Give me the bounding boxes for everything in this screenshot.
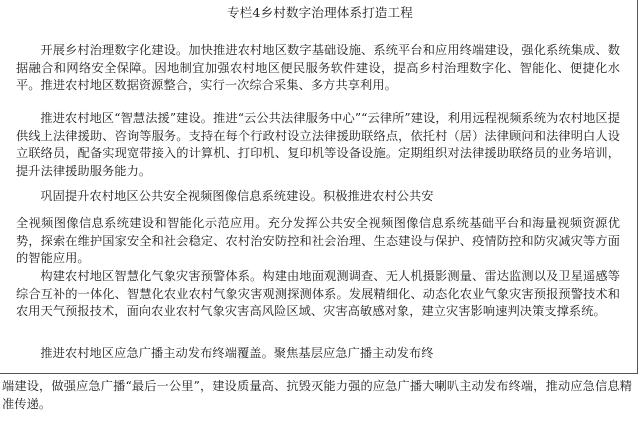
paragraph-emergency-broadcast-body: 端建设，做强应急广播“最后一公里”，建设质量高、抗毁灭能力强的应急广播大喇叭主动发布终端，推动应急信息精准传递。 — [2, 379, 632, 411]
paragraph-weather-warning: 构建农村地区智慧化气象灾害预警体系。构建由地面观测调查、无人机摄影测量、雷达监测以及卫星遥感等综合互补的一体化、智慧化农业农村气象灾害观测探测体系。发展精细化、动态化农业气象灾害预报预警技术和农用天气预报技术，面向农业农村气象灾害高风险区域、灾害高敏感对象，建立灾害影响速判决策支撑系统。 — [16, 269, 620, 318]
paragraph-emergency-broadcast-heading: 推进农村地区应急广播主动发布终端覆盖。聚焦基层应急广播主动发布终 — [40, 346, 434, 360]
paragraph-digital-governance: 开展乡村治理数字化建设。加快推进农村地区数字基础设施、系统平台和应用终端建设，强化系统集成、数据融合和网络安全保障。因地制宜加强农村地区便民服务软件建设，提高乡村治理数字化、智能化、便捷化水平。推进农村地区数据资源整合，实行一次综合采集、多方共享利用。 — [16, 43, 620, 92]
paragraph-video-security-heading: 巩固提升农村地区公共安全视频图像信息系统建设。积极推进农村公共安 — [40, 189, 434, 203]
column-title: 专栏4乡村数字治理体系打造工程 — [227, 5, 413, 20]
paragraph-smart-legal-aid: 推进农村地区“智慧法援”建设。推进“云公共法律服务中心”“云律所”建设，利用远程视频系统为农村地区提供线上法律援助、咨询等服务。支持在每个行政村设立法律援助联络点，依托村（居）法律顾问和法律明白人设立联络员，配备实现宽带接入的计算机、打印机、复印机等设备设施。定期组织对法律援助联络员的业务培训，提升法律援助服务能力。 — [16, 111, 620, 178]
paragraph-video-security-body: 全视频图像信息系统建设和智能化示范应用。充分发挥公共安全视频图像信息系统基础平台和海量视频资源优势，探索在维护国家安全和社会稳定、农村治安防控和社会治理、生态建设与保护、疫情防控和防灾减灾等方面的智能应用。 — [16, 216, 620, 265]
